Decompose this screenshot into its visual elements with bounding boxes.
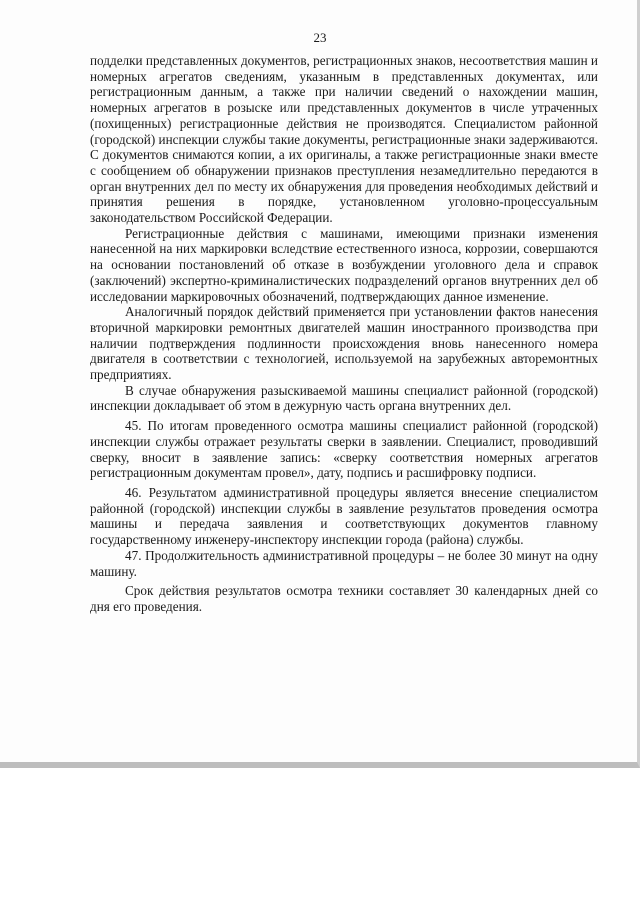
paragraph: 45. По итогам проведенного осмотра машины специалист районной (городской) инспекции службы отражает результаты сверки в заявлении. Специалист, проводивший сверку, вносит в заявление запись: «сверку соответствия номерных агрегатов регистрационным документам провел», дату, подпись и расшифровку подписи. <box>90 418 598 481</box>
paragraph: подделки представленных документов, регистрационных знаков, несоответствия машин и номерных агрегатов сведениям, указанным в представленных документах, или регистрационным данным, а также при наличии сведений о нахождении машин, номерных агрегатов в розыске или представленных документов в числе утраченных (похищенных) регистрационные действия не производятся. Специалистом районной (городской) инспекции службы такие документы, регистрационные знаки задерживаются. С документов снимаются копии, а их оригиналы, а также регистрационные знаки вместе с сообщением об обнаружении признаков преступления незамедлительно передаются в орган внутренних дел по месту их обнаружения для проведения необходимых действий и принятия решения в порядке, установленном уголовно-процессуальным законодательством Российской Федерации. <box>90 53 598 226</box>
paragraph: 47. Продолжительность административной процедуры – не более 30 минут на одну машину. <box>90 547 598 579</box>
paragraph: В случае обнаружения разыскиваемой машины специалист районной (городской) инспекции докладывает об этом в дежурную часть органа внутренних дел. <box>90 382 598 414</box>
paragraph: Срок действия результатов осмотра техники составляет 30 календарных дней со дня его проведения. <box>90 583 598 614</box>
paragraph: 46. Результатом административной процедуры является внесение специалистом районной (городской) инспекции службы в заявление результатов проведения осмотра машины и передача заявления и соответствующих документов главному государственному инженеру-инспектору инспекции города (района) службы. <box>90 484 598 548</box>
paragraph: Регистрационные действия с машинами, имеющими признаки изменения нанесенной на них маркировки вследствие естественного износа, коррозии, совершаются на основании постановлений об отказе в возбуждении уголовного дела и справок (заключений) экспертно-криминалистических подразделений органов внутренних дел об исследовании маркировочных обозначений, подтверждающих данное изменение. <box>90 225 598 304</box>
document-body <box>90 53 598 615</box>
paragraph: Аналогичный порядок действий применяется при установлении фактов нанесения вторичной маркировки ремонтных двигателей машин иностранного производства при наличии подтверждения подлинности происхождения вновь нанесенного номера двигателя в соответствии с технологией, используемой на зарубежных авторемонтных предприятиях. <box>90 304 598 383</box>
page-number: 23 <box>313 30 327 45</box>
